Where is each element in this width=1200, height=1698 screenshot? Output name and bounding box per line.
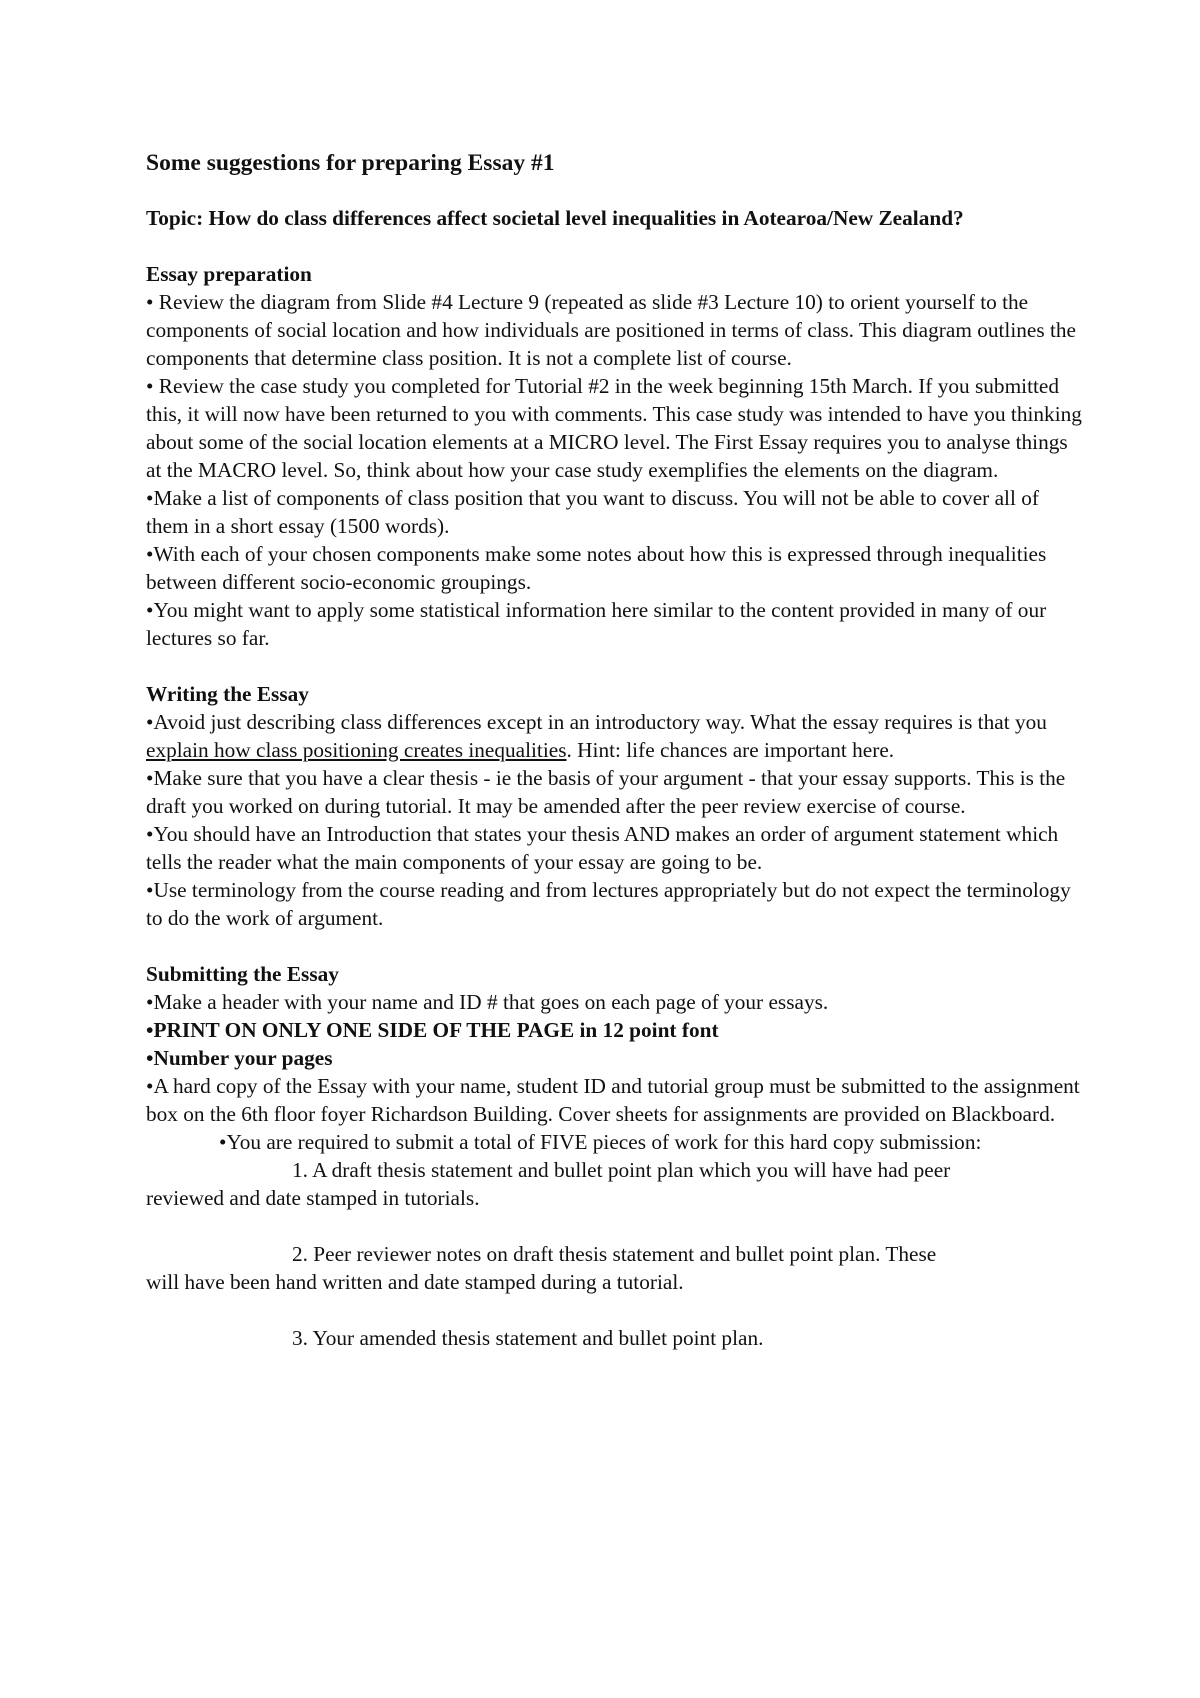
prep-bullet-5: •You might want to apply some statistical information here similar to the content provided in many of our lectures so far.	[146, 598, 1047, 650]
submit-bullet-1: •Make a header with your name and ID # that goes on each page of your essays.	[146, 990, 829, 1014]
spacer	[146, 932, 1086, 960]
numbered-item-1-continuation: reviewed and date stamped in tutorials.	[146, 1186, 480, 1210]
numbered-item-3-first-line: 3. Your amended thesis statement and bullet point plan.	[292, 1326, 764, 1350]
submit-bullet-2: •PRINT ON ONLY ONE SIDE OF THE PAGE in 12 point font	[146, 1018, 719, 1042]
writing-essay-heading: Writing the Essay	[146, 682, 309, 706]
prep-bullet-4: •With each of your chosen components make some notes about how this is expressed through inequalities between different socio-economic groupings.	[146, 542, 1047, 594]
numbered-item-1	[146, 1156, 1086, 1212]
writing-bullet-3: •You should have an Introduction that states your thesis AND makes an order of argument statement which tells the reader what the main components of your essay are going to be.	[146, 822, 1059, 874]
submit-bullet-3: •Number your pages	[146, 1046, 333, 1070]
numbered-item-1-first-line: 1. A draft thesis statement and bullet point plan which you will have had peer	[292, 1158, 951, 1182]
submit-bullet-4: •A hard copy of the Essay with your name, student ID and tutorial group must be submitted to the assignment box on the 6th floor foyer Richardson Building. Cover sheets for assignments are provided on Blackboard.	[146, 1074, 1080, 1126]
spacer	[146, 1212, 1086, 1240]
essay-topic: Topic: How do class differences affect societal level inequalities in Aotearoa/New Zealand?	[146, 206, 964, 230]
essay-preparation-heading: Essay preparation	[146, 262, 312, 286]
prep-bullet-2: • Review the case study you completed for Tutorial #2 in the week beginning 15th March. If you submitted this, it will now have been returned to you with comments. This case study was intended to have you thinking about some of the social location elements at a MICRO level. The First Essay requires you to analyse things at the MACRO level. So, think about how your case study exemplifies the elements on the diagram.	[146, 374, 1082, 482]
numbered-item-2-first-line: 2. Peer reviewer notes on draft thesis statement and bullet point plan. These	[292, 1242, 937, 1266]
writing-bullet-1-text-b: . Hint: life chances are important here.	[566, 738, 895, 762]
writing-bullet-2: •Make sure that you have a clear thesis - ie the basis of your argument - that your essay supports. This is the draft you worked on during tutorial. It may be amended after the peer review exercise of course.	[146, 766, 1066, 818]
submitting-essay-heading: Submitting the Essay	[146, 962, 339, 986]
prep-bullet-1: • Review the diagram from Slide #4 Lecture 9 (repeated as slide #3 Lecture 10) to orient yourself to the components of social location and how individuals are positioned in terms of class. This diagram outlines the components that determine class position. It is not a complete list of course.	[146, 290, 1076, 370]
numbered-item-2-continuation: will have been hand written and date stamped during a tutorial.	[146, 1270, 684, 1294]
spacer	[146, 652, 1086, 680]
numbered-item-3	[146, 1324, 1086, 1352]
document-page	[146, 148, 1086, 1352]
writing-bullet-1	[146, 708, 1086, 764]
submit-sub-bullet: •You are required to submit a total of FIVE pieces of work for this hard copy submission:	[219, 1130, 982, 1154]
writing-bullet-4: •Use terminology from the course reading and from lectures appropriately but do not expect the terminology to do the work of argument.	[146, 878, 1071, 930]
numbered-item-2	[146, 1240, 1086, 1296]
document-title: Some suggestions for preparing Essay #1	[146, 150, 555, 176]
writing-bullet-1-underlined: explain how class positioning creates inequalities	[146, 738, 567, 762]
writing-bullet-1-text-a: •Avoid just describing class differences except in an introductory way. What the essay requires is that you	[146, 710, 1047, 734]
prep-bullet-3: •Make a list of components of class position that you want to discuss. You will not be able to cover all of them in a short essay (1500 words).	[146, 486, 1039, 538]
spacer	[146, 1296, 1086, 1324]
